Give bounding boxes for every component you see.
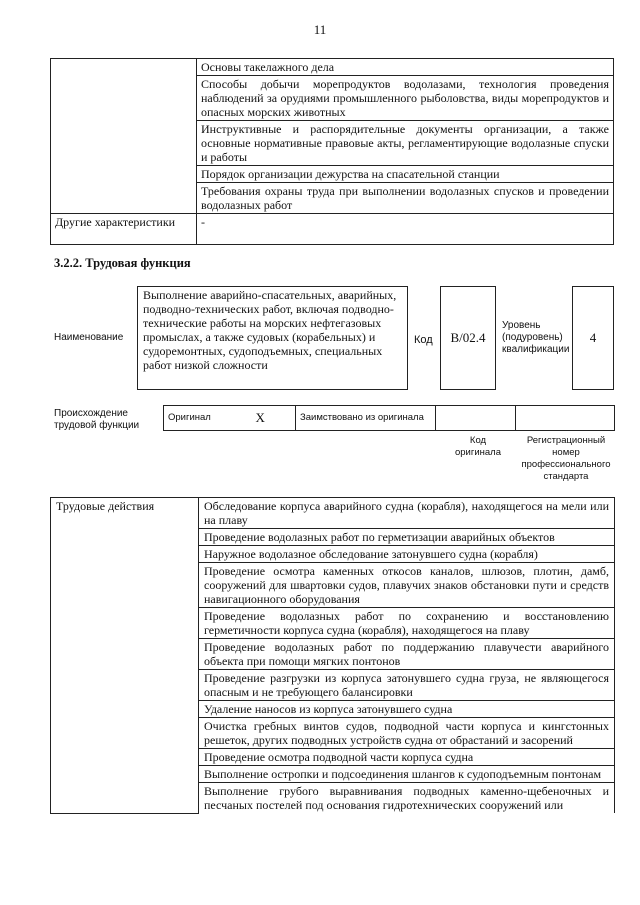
knowledge-label-cell xyxy=(51,59,197,214)
code-original-cell xyxy=(436,406,516,431)
origin-label: Происхождение трудовой функции xyxy=(54,408,140,431)
labor-actions-label: Трудовые действия xyxy=(51,498,199,814)
knowledge-item: Инструктивные и распорядительные документы организации, а также основные нормативные правовые акты, регламентирующие водолазные спуски и работы xyxy=(197,121,614,166)
labor-action-item: Проведение осмотра каменных откосов каналов, шлюзов, плотин, дамб, сооружений для швартовки судов, плавучих знаков обстановки пути и средств навигационного оборудования xyxy=(199,563,615,608)
knowledge-item: Способы добычи морепродуктов водолазами, технология проведения наблюдений за орудиями промышленного рыболовства, виды морепродуктов и опасных морских животных xyxy=(197,76,614,121)
reg-number-label: Регистрационный номер профессионального стандарта xyxy=(521,435,611,482)
knowledge-item: Требования охраны труда при выполнении водолазных спусков и проведении водолазных работ xyxy=(197,183,614,214)
section-title: 3.2.2. Трудовая функция xyxy=(54,256,191,270)
labor-action-item: Удаление наносов из корпуса затонувшего судна xyxy=(199,701,615,718)
labor-action-item: Наружное водолазное обследование затонувшего судна (корабля) xyxy=(199,546,615,563)
labor-action-item: Обследование корпуса аварийного судна (корабля), находящегося на мели или на плаву xyxy=(199,498,615,529)
code-value: B/02.4 xyxy=(440,286,496,390)
knowledge-table xyxy=(50,58,614,245)
labor-action-item: Очистка гребных винтов судов, подводной части корпуса и кингстонных решеток, других подводных устройств судна от обрастаний и засорений xyxy=(199,718,615,749)
name-label: Наименование xyxy=(54,332,124,343)
other-characteristics-label: Другие характеристики xyxy=(51,214,197,245)
labor-action-item: Проведение осмотра подводной части корпуса судна xyxy=(199,749,615,766)
labor-action-item: Проведение водолазных работ по поддержанию плавучести аварийного объекта при помощи мягких понтонов xyxy=(199,639,615,670)
page-number: 11 xyxy=(313,22,327,37)
labor-action-item: Проведение разгрузки из корпуса затонувшего судна груза, не являющегося опасным и не требующего балансировки xyxy=(199,670,615,701)
code-label: Код xyxy=(414,334,433,346)
reg-number-cell xyxy=(516,406,615,431)
labor-action-item: Выполнение грубого выравнивания подводных каменно-щебеночных и песчаных постелей под основания гидротехнических сооружений или xyxy=(199,783,615,814)
labor-action-item: Выполнение остропки и подсоединения шлангов к судоподъемным понтонам xyxy=(199,766,615,783)
level-label: Уровень (подуровень) квалификации xyxy=(502,320,570,355)
labor-action-item: Проведение водолазных работ по сохранению и восстановлению герметичности корпуса судна (корабля), находящегося на плаву xyxy=(199,608,615,639)
knowledge-item: Порядок организации дежурства на спасательной станции xyxy=(197,166,614,183)
origin-table xyxy=(163,405,615,431)
code-original-label: Код оригинала xyxy=(454,435,501,458)
function-name-box: Выполнение аварийно-спасательных, аварийных, подводно-технических работ, включая подводно-технические работы на морских нефтегазовых промыслах, а также судовых (корабельных) и судоремонтных, судоподъемных, специальных работ низкой сложности xyxy=(137,286,408,390)
other-characteristics-value: - xyxy=(197,214,614,245)
original-label: Оригинал xyxy=(164,406,252,431)
borrowed-label: Заимствовано из оригинала xyxy=(296,406,436,431)
labor-actions-table xyxy=(50,497,615,814)
level-value: 4 xyxy=(572,286,614,390)
labor-action-item: Проведение водолазных работ по герметизации аварийных объектов xyxy=(199,529,615,546)
original-mark: X xyxy=(252,406,296,431)
knowledge-item: Основы такелажного дела xyxy=(197,59,614,76)
